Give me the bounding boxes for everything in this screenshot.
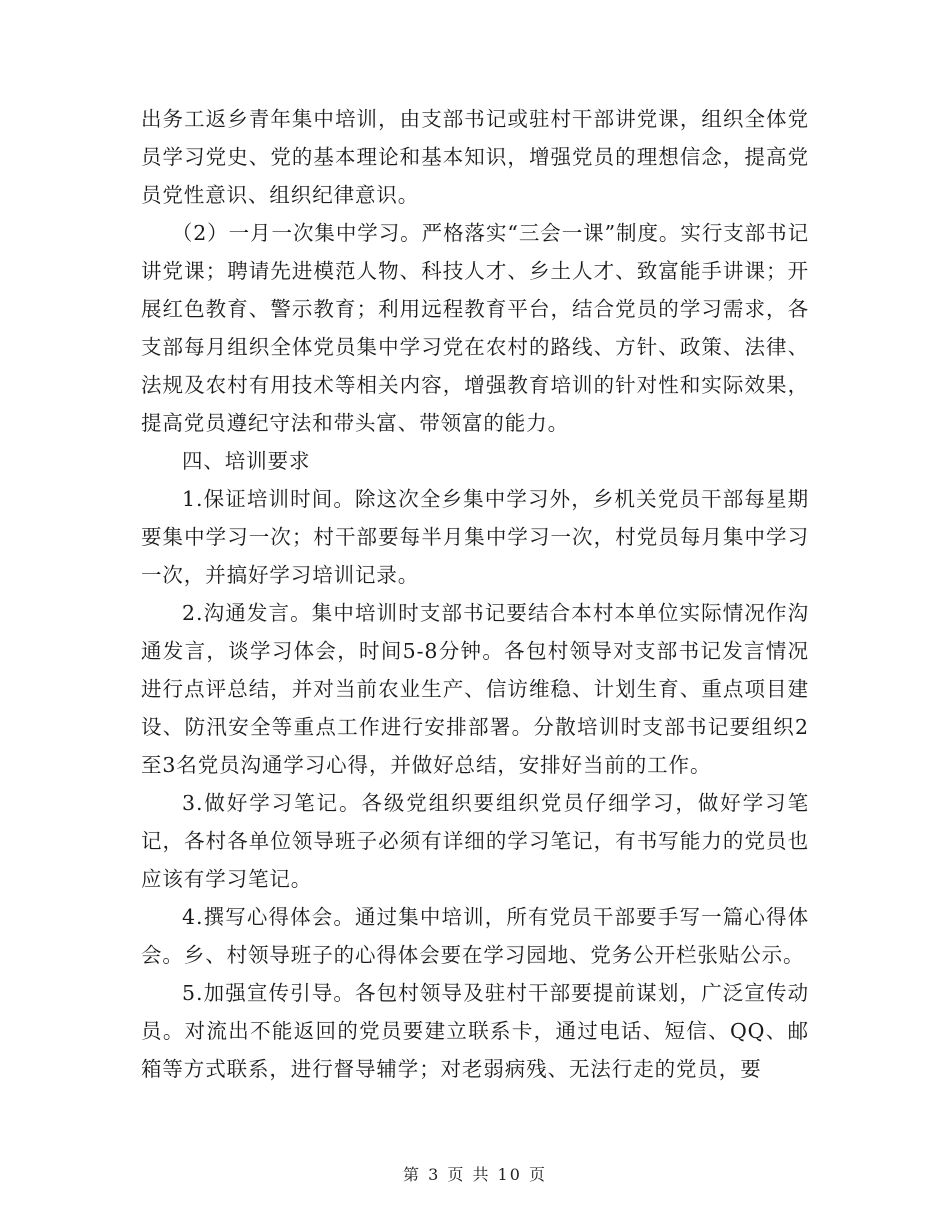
section-heading-training-requirements: 四、培训要求 bbox=[182, 449, 311, 473]
document-body bbox=[141, 100, 809, 1088]
paragraph-requirement-4: 4.撰写心得体会。通过集中培训，所有党员干部要手写一篇心得体会。乡、村领导班子的心得体会要在学习园地、党务公开栏张贴公示。 bbox=[141, 905, 809, 967]
paragraph-requirement-2: 2.沟通发言。集中培训时支部书记要结合本村本单位实际情况作沟通发言，谈学习体会，时间5-8分钟。各包村领导对支部书记发言情况进行点评总结，并对当前农业生产、信访维稳、计划生育、重点项目建设、防汛安全等重点工作进行安排部署。分散培训时支部书记要组织2至3名党员沟通学习心得，并做好总结，安排好当前的工作。 bbox=[141, 601, 809, 777]
paragraph-monthly-study: （2）一月一次集中学习。严格落实“三会一课”制度。实行支部书记讲党课；聘请先进模范人物、科技人才、乡土人才、致富能手讲课；开展红色教育、警示教育；利用远程教育平台，结合党员的学习需求，各支部每月组织全体党员集中学习党在农村的路线、方针、政策、法律、法规及农村有用技术等相关内容，增强教育培训的针对性和实际效果，提高党员遵纪守法和带头富、带领富的能力。 bbox=[141, 221, 809, 435]
paragraph-requirement-5: 5.加强宣传引导。各包村领导及驻村干部要提前谋划，广泛宣传动员。对流出不能返回的党员要建立联系卡，通过电话、短信、QQ、邮箱等方式联系，进行督导辅学；对老弱病残、无法行走的党员，要 bbox=[141, 981, 809, 1081]
page-number-footer: 第 3 页 共 10 页 bbox=[403, 1165, 547, 1184]
paragraph-continuation: 出务工返乡青年集中培训，由支部书记或驻村干部讲党课，组织全体党员学习党史、党的基本理论和基本知识，增强党员的理想信念，提高党员党性意识、组织纪律意识。 bbox=[141, 107, 809, 207]
paragraph-requirement-1: 1.保证培训时间。除这次全乡集中学习外，乡机关党员干部每星期要集中学习一次；村干部要每半月集中学习一次，村党员每月集中学习一次，并搞好学习培训记录。 bbox=[141, 487, 809, 587]
paragraph-requirement-3: 3.做好学习笔记。各级党组织要组织党员仔细学习，做好学习笔记，各村各单位领导班子必须有详细的学习笔记，有书写能力的党员也应该有学习笔记。 bbox=[141, 791, 809, 891]
